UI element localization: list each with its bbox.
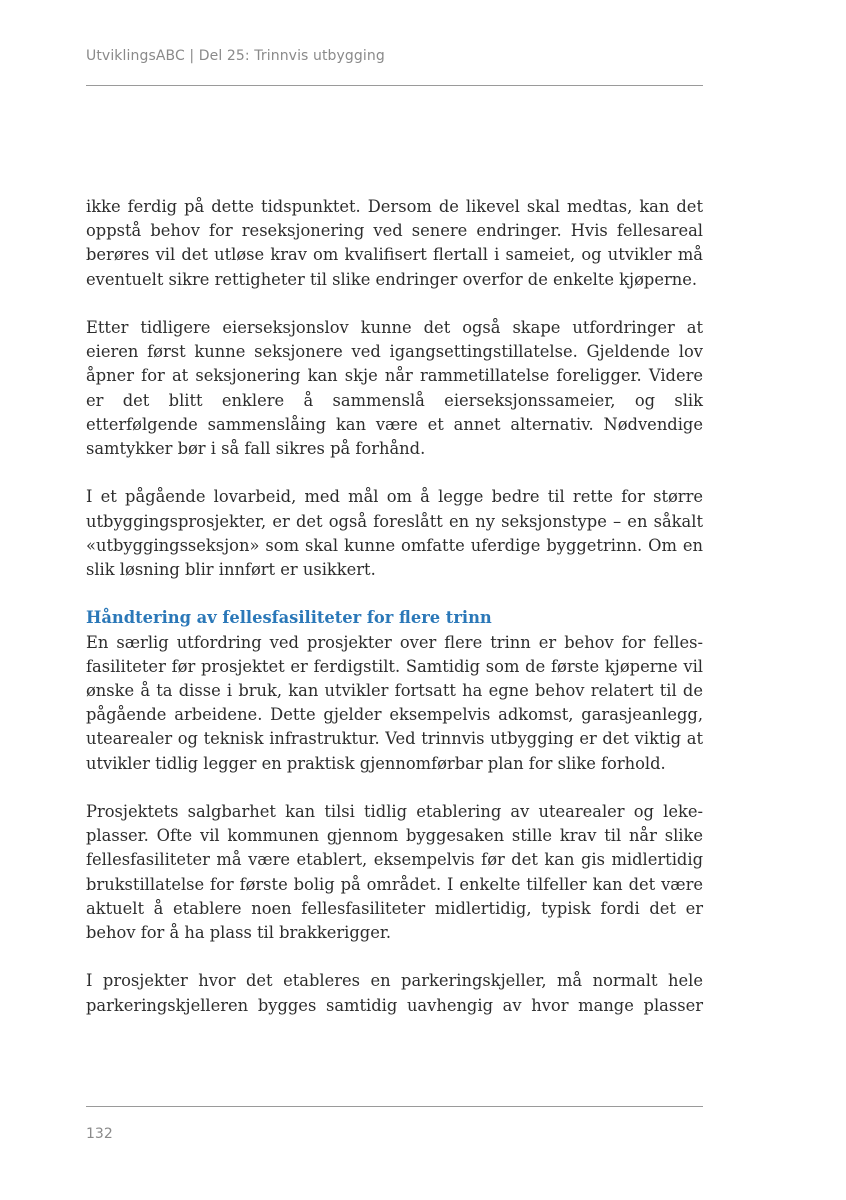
header-rule (86, 85, 703, 86)
paragraph: Etter tidligere eierseksjonslov kunne det også skape utfordringer at eieren først kunne seksjonere ved igangsettingstillatelse. Gjeldende lov åpner for at seksjonering kan skje når rammetillatelse foreligger. Videre er det blitt enklere å sammenslå eierseksjonssameier, og slik etterfølgende sammenslåing kan være et annet alternativ. Nødvendige samtykker bør i så fall sikres på forhånd. (86, 318, 703, 459)
section-heading: Håndtering av fellesfasiliteter for flere trinn (86, 608, 492, 628)
paragraph: I et pågående lovarbeid, med mål om å legge bedre til rette for større utbyggingsprosjekter, er det også foreslått en ny seksjonstype – en såkalt «utbyggingsseksjon» som skal kunne omfatte uferdige byggetrinn. Om en slik løsning blir innført er usikkert. (86, 487, 703, 580)
footer-rule (86, 1106, 703, 1107)
paragraph: En særlig utfordring ved prosjekter over flere trinn er behov for fellesfasiliteter før prosjektet er ferdigstilt. Samtidig som de første kjøperne vil ønske å ta disse i bruk, kan utvikler fortsatt ha egne behov relatert til de pågående arbeidene. Dette gjelder eksempelvis adkomst, garasjeanlegg, utearealer og teknisk infrastruktur. Ved trinnvis utbygging er det viktig at utvikler tidlig legger en praktisk gjennomførbar plan for slike forhold. (86, 632, 703, 773)
paragraph: ikke ferdig på dette tidspunktet. Dersom de likevel skal medtas, kan det oppstå behov for reseksjonering ved senere endringer. Hvis fellesareal berøres vil det utløse krav om kvalifisert flertall i sameiet, og utvikler må eventuelt sikre rettigheter til slike endringer overfor de enkelte kjøperne. (86, 197, 703, 289)
paragraph: Prosjektets salgbarhet kan tilsi tidlig etablering av utearealer og lekeplasser. Ofte vil kommunen gjennom byggesaken stille krav til når slike fellesfasiliteter må være etablert, eksempelvis før det kan gis midlertidig brukstillatelse for første bolig på området. I enkelte tilfeller kan det være aktuelt å etablere noen fellesfasiliteter midlertidig, typisk fordi det er behov for å ha plass til brakkerigger. (86, 802, 703, 943)
page-number: 132 (86, 1126, 113, 1142)
body-text (86, 195, 703, 1018)
running-header: UtviklingsABC | Del 25: Trinnvis utbygging (86, 48, 385, 64)
paragraph: I prosjekter hvor det etableres en parkeringskjeller, må normalt hele parkeringskjelleren bygges samtidig uavhengig av hvor mange plasser (86, 971, 703, 1015)
